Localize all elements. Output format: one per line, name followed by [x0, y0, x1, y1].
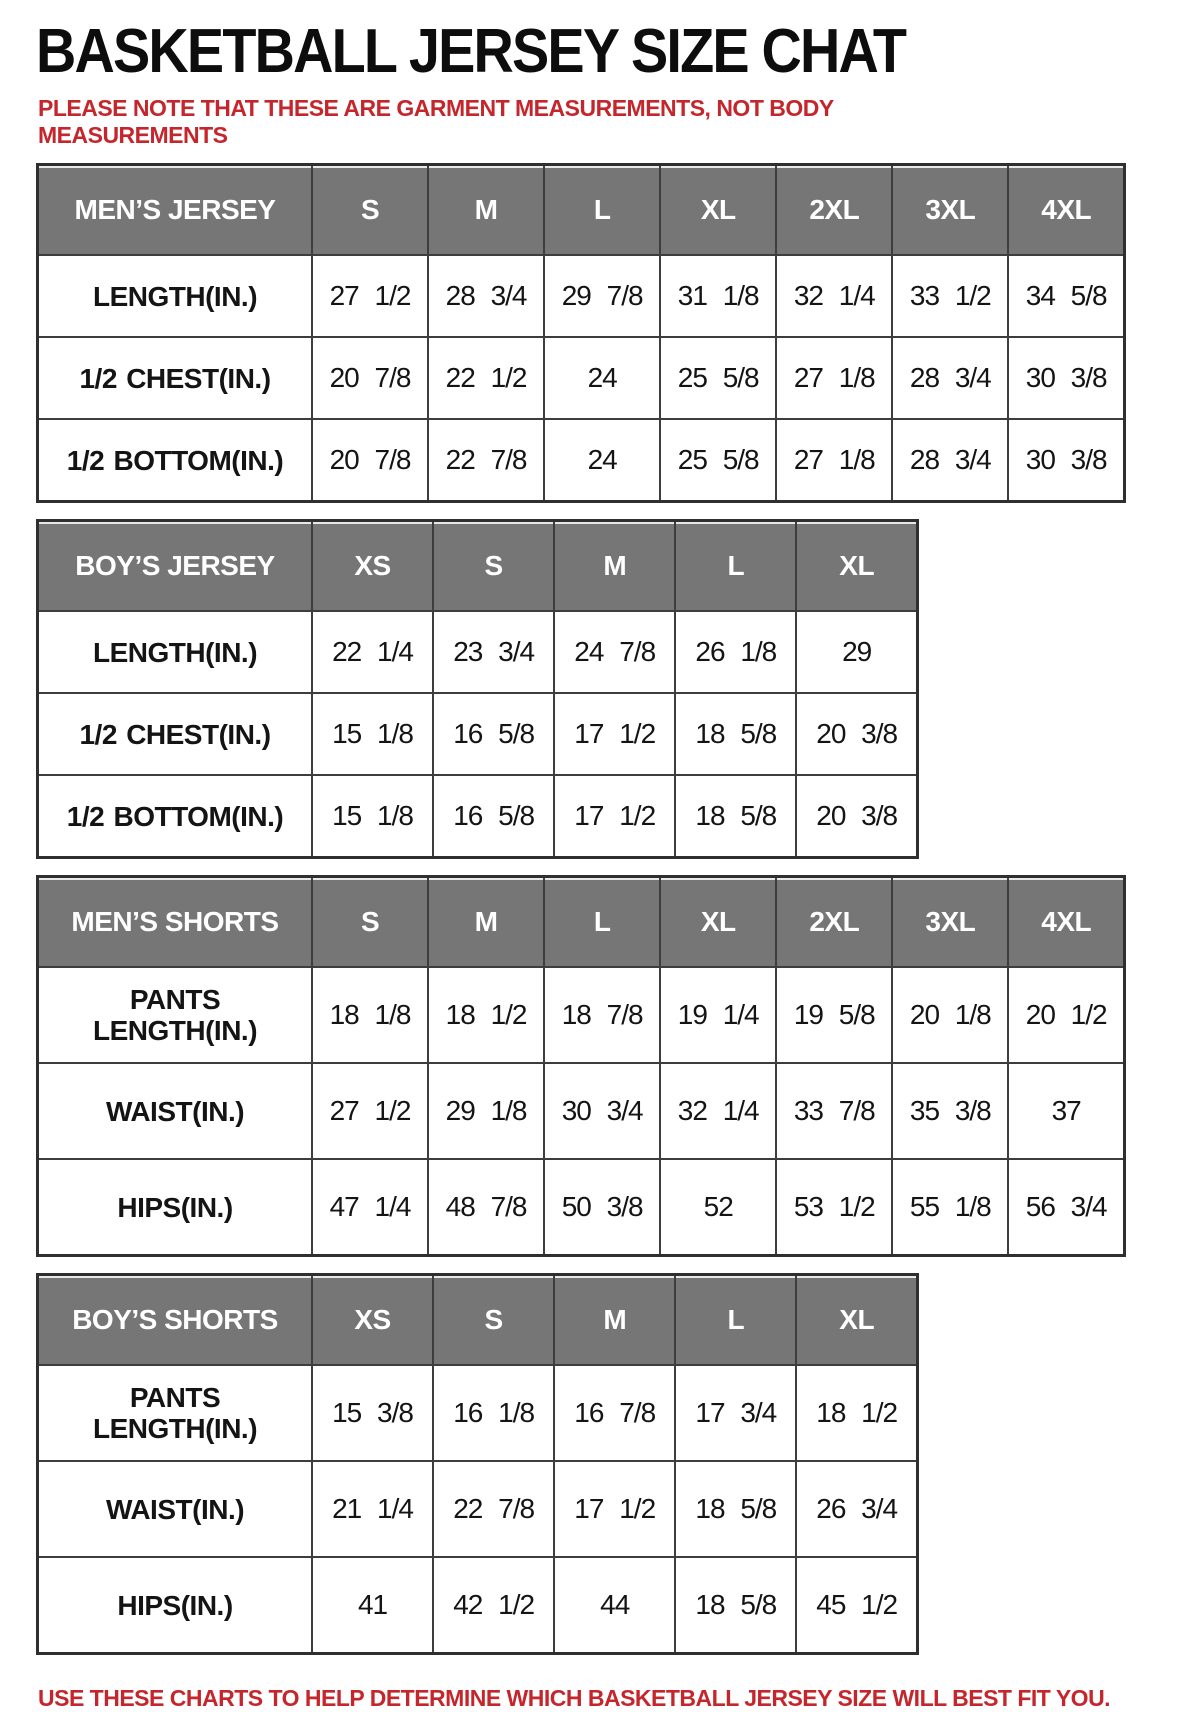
mens-shorts-size-header: 2XL: [776, 877, 892, 968]
size-value: 16 5/8: [433, 693, 554, 775]
boys-jersey-title: BOY’S JERSEY: [38, 521, 313, 612]
size-value: 24 7/8: [554, 611, 675, 693]
mens-shorts-header-row: [38, 877, 1125, 968]
row-label: PANTS LENGTH(IN.): [38, 967, 313, 1063]
mens-shorts-title: MEN’S SHORTS: [38, 877, 313, 968]
size-value: 23 3/4: [433, 611, 554, 693]
size-value: 17 1/2: [554, 775, 675, 858]
size-value: 35 3/8: [892, 1063, 1008, 1159]
size-value: 17 1/2: [554, 1461, 675, 1557]
size-value: 19 1/4: [660, 967, 776, 1063]
size-value: 47 1/4: [312, 1159, 428, 1256]
mens-shorts-size-header: S: [312, 877, 428, 968]
page-title: BASKETBALL JERSEY SIZE CHAT: [36, 17, 906, 86]
size-value: 18 5/8: [675, 1557, 796, 1654]
boys-shorts-row: [38, 1557, 918, 1654]
mens-shorts-size-header: 4XL: [1008, 877, 1124, 968]
size-value: 55 1/8: [892, 1159, 1008, 1256]
size-value: 18 7/8: [544, 967, 660, 1063]
row-label: 1/2 CHEST(IN.): [38, 693, 313, 775]
size-value: 18 5/8: [675, 693, 796, 775]
size-value: 28 3/4: [892, 337, 1008, 419]
boys-jersey-size-header: XL: [796, 521, 917, 612]
size-value: 41: [312, 1557, 433, 1654]
mens-shorts-size-header: XL: [660, 877, 776, 968]
size-value: 27 1/2: [312, 255, 428, 337]
size-value: 34 5/8: [1008, 255, 1124, 337]
garment-measurement-note: PLEASE NOTE THAT THESE ARE GARMENT MEASUREMENTS, NOT BODY MEASUREMENTS: [38, 95, 834, 149]
size-value: 25 5/8: [660, 419, 776, 502]
size-value: 20 3/8: [796, 693, 917, 775]
boys-shorts-row: [38, 1461, 918, 1557]
size-value: 22 1/2: [428, 337, 544, 419]
size-value: 28 3/4: [892, 419, 1008, 502]
size-value: 32 1/4: [776, 255, 892, 337]
boys-jersey-row: [38, 611, 918, 693]
boys-shorts-table: [36, 1273, 919, 1655]
size-value: 45 1/2: [796, 1557, 917, 1654]
boys-jersey-size-header: M: [554, 521, 675, 612]
fit-advice-note: USE THESE CHARTS TO HELP DETERMINE WHICH BASKETBALL JERSEY SIZE WILL BEST FIT YOU.: [38, 1685, 1111, 1712]
row-label: 1/2 BOTTOM(IN.): [38, 775, 313, 858]
mens-jersey-row: [38, 255, 1125, 337]
size-value: 31 1/8: [660, 255, 776, 337]
size-value: 15 1/8: [312, 693, 433, 775]
size-value: 29 7/8: [544, 255, 660, 337]
size-value: 18 1/8: [312, 967, 428, 1063]
size-value: 16 7/8: [554, 1365, 675, 1461]
size-value: 50 3/8: [544, 1159, 660, 1256]
size-value: 26 3/4: [796, 1461, 917, 1557]
row-label: HIPS(IN.): [38, 1557, 313, 1654]
mens-jersey-title: MEN’S JERSEY: [38, 165, 313, 256]
size-value: 33 1/2: [892, 255, 1008, 337]
size-value: 20 1/2: [1008, 967, 1124, 1063]
size-value: 48 7/8: [428, 1159, 544, 1256]
size-value: 20 1/8: [892, 967, 1008, 1063]
size-value: 19 5/8: [776, 967, 892, 1063]
mens-shorts-size-header: L: [544, 877, 660, 968]
size-value: 56 3/4: [1008, 1159, 1124, 1256]
size-value: 15 3/8: [312, 1365, 433, 1461]
mens-jersey-size-header: XL: [660, 165, 776, 256]
size-value: 24: [544, 337, 660, 419]
size-value: 29: [796, 611, 917, 693]
size-value: 32 1/4: [660, 1063, 776, 1159]
boys-jersey-size-header: XS: [312, 521, 433, 612]
boys-shorts-title: BOY’S SHORTS: [38, 1275, 313, 1366]
mens-shorts-size-header: 3XL: [892, 877, 1008, 968]
mens-jersey-row: [38, 337, 1125, 419]
size-value: 18 5/8: [675, 775, 796, 858]
row-label: PANTS LENGTH(IN.): [38, 1365, 313, 1461]
size-value: 17 1/2: [554, 693, 675, 775]
size-tables-container: [36, 163, 1200, 1655]
size-value: 27 1/8: [776, 419, 892, 502]
mens-jersey-table: [36, 163, 1126, 503]
size-value: 22 7/8: [428, 419, 544, 502]
size-value: 15 1/8: [312, 775, 433, 858]
boys-shorts-row: [38, 1365, 918, 1461]
size-value: 37: [1008, 1063, 1124, 1159]
mens-jersey-size-header: M: [428, 165, 544, 256]
row-label: 1/2 CHEST(IN.): [38, 337, 313, 419]
row-label: LENGTH(IN.): [38, 611, 313, 693]
mens-shorts-row: [38, 1159, 1125, 1256]
size-value: 21 1/4: [312, 1461, 433, 1557]
boys-shorts-size-header: S: [433, 1275, 554, 1366]
boys-shorts-size-header: XS: [312, 1275, 433, 1366]
boys-jersey-header-row: [38, 521, 918, 612]
size-value: 30 3/4: [544, 1063, 660, 1159]
size-value: 26 1/8: [675, 611, 796, 693]
mens-jersey-size-header: 2XL: [776, 165, 892, 256]
size-value: 44: [554, 1557, 675, 1654]
size-value: 17 3/4: [675, 1365, 796, 1461]
mens-shorts-row: [38, 967, 1125, 1063]
boys-jersey-size-header: L: [675, 521, 796, 612]
size-value: 30 3/8: [1008, 419, 1124, 502]
boys-jersey-table: [36, 519, 919, 859]
boys-shorts-size-header: M: [554, 1275, 675, 1366]
size-value: 53 1/2: [776, 1159, 892, 1256]
size-value: 20 7/8: [312, 419, 428, 502]
boys-jersey-row: [38, 693, 918, 775]
mens-jersey-size-header: 4XL: [1008, 165, 1124, 256]
row-label: WAIST(IN.): [38, 1063, 313, 1159]
size-value: 16 1/8: [433, 1365, 554, 1461]
mens-jersey-header-row: [38, 165, 1125, 256]
mens-shorts-table: [36, 875, 1126, 1257]
mens-shorts-size-header: M: [428, 877, 544, 968]
mens-shorts-row: [38, 1063, 1125, 1159]
mens-jersey-size-header: L: [544, 165, 660, 256]
size-value: 20 3/8: [796, 775, 917, 858]
row-label: WAIST(IN.): [38, 1461, 313, 1557]
row-label: 1/2 BOTTOM(IN.): [38, 419, 313, 502]
size-value: 27 1/2: [312, 1063, 428, 1159]
size-value: 42 1/2: [433, 1557, 554, 1654]
size-value: 33 7/8: [776, 1063, 892, 1159]
row-label: HIPS(IN.): [38, 1159, 313, 1256]
size-value: 20 7/8: [312, 337, 428, 419]
mens-jersey-size-header: 3XL: [892, 165, 1008, 256]
boys-shorts-size-header: XL: [796, 1275, 917, 1366]
size-value: 18 1/2: [796, 1365, 917, 1461]
boys-jersey-size-header: S: [433, 521, 554, 612]
size-value: 22 1/4: [312, 611, 433, 693]
size-value: 25 5/8: [660, 337, 776, 419]
mens-jersey-size-header: S: [312, 165, 428, 256]
mens-jersey-row: [38, 419, 1125, 502]
size-value: 18 1/2: [428, 967, 544, 1063]
size-value: 24: [544, 419, 660, 502]
size-value: 22 7/8: [433, 1461, 554, 1557]
size-value: 16 5/8: [433, 775, 554, 858]
size-value: 28 3/4: [428, 255, 544, 337]
size-value: 52: [660, 1159, 776, 1256]
boys-shorts-size-header: L: [675, 1275, 796, 1366]
size-value: 30 3/8: [1008, 337, 1124, 419]
row-label: LENGTH(IN.): [38, 255, 313, 337]
boys-shorts-header-row: [38, 1275, 918, 1366]
boys-jersey-row: [38, 775, 918, 858]
size-value: 18 5/8: [675, 1461, 796, 1557]
size-value: 29 1/8: [428, 1063, 544, 1159]
size-value: 27 1/8: [776, 337, 892, 419]
